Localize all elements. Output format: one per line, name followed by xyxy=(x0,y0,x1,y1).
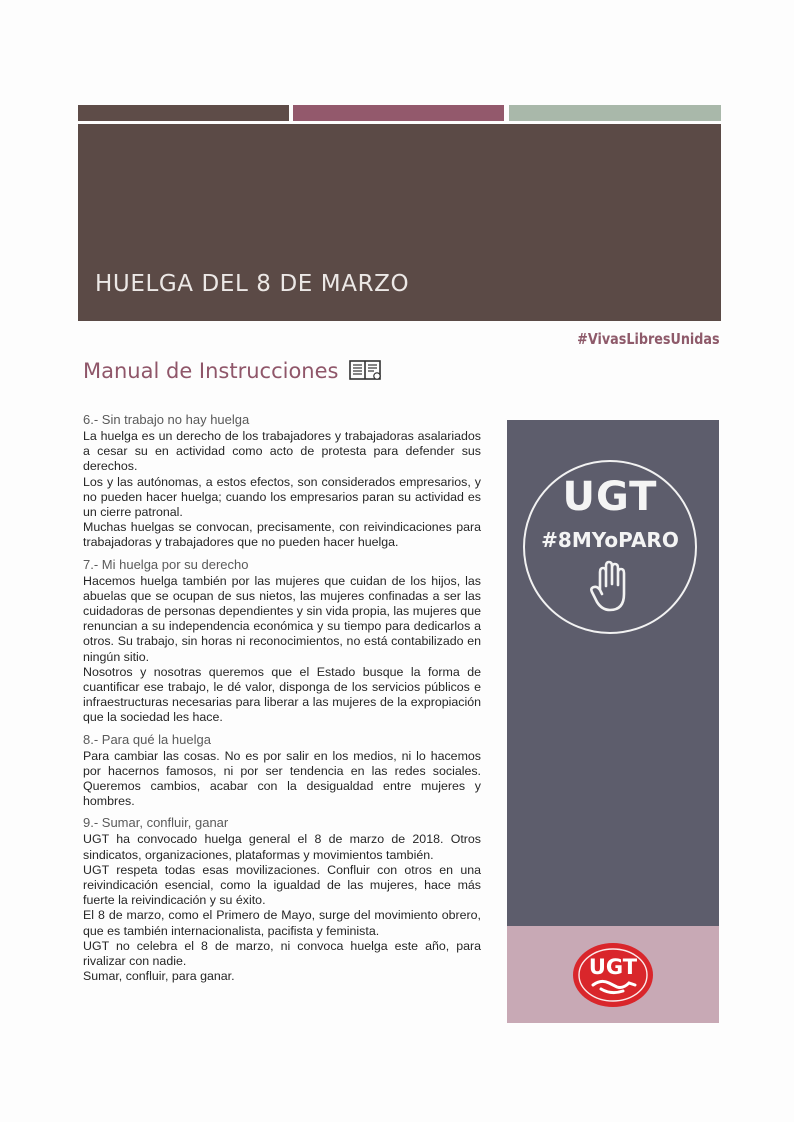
manual-title xyxy=(83,359,383,386)
paragraph: Hacemos huelga también por las mujeres que cuidan de los hijos, las abuelas que se ocupan de sus nietos, las mujeres confinadas a ser las cuidadoras de personas dependientes y sin vida propia, las mujeres que renuncian a su independencia económica y su tiempo para dedicarlos a otros. Su trabajo, sin horas ni reconocimientos, no está contabilizado en ningún sitio. xyxy=(83,573,481,664)
page-title: HUELGA DEL 8 DE MARZO xyxy=(95,271,410,297)
ugt-logo-text: UGT xyxy=(588,955,638,979)
paragraph: La huelga es un derecho de los trabajadores y trabajadoras asalariados a cesar su en actividad como acto de protesta para defender sus derechos. xyxy=(83,429,481,474)
section-9 xyxy=(83,815,481,984)
sidebar-panel xyxy=(507,420,719,1023)
campaign-badge xyxy=(523,460,697,634)
hand-icon xyxy=(590,560,634,619)
paragraph: UGT ha convocado huelga general el 8 de marzo de 2018. Otros sindicatos, organizaciones, plataformas y movimientos también. xyxy=(83,832,481,862)
manual-title-text: Manual de Instrucciones xyxy=(83,359,339,383)
paragraph: Nosotros y nosotras queremos que el Estado busque la forma de cuantificar ese trabajo, le dé valor, disponga de los servicios públicos e infraestructuras necesarias para liberar a las mujeres de la expropiación que la sociedad les hace. xyxy=(83,664,481,725)
section-7 xyxy=(83,557,481,726)
sidebar-logo-band xyxy=(507,926,719,1023)
section-heading: 7.- Mi huelga por su derecho xyxy=(83,556,249,572)
hashtag: #VivasLibresUnidas xyxy=(577,330,720,348)
paragraph: UGT no celebra el 8 de marzo, ni convoca huelga este año, para rivalizar con nadie. xyxy=(83,938,481,969)
paragraph: El 8 de marzo, como el Primero de Mayo, surge del movimiento obrero, que es también internacionalista, pacifista y feminista. xyxy=(83,908,481,938)
ugt-logo xyxy=(571,941,655,1014)
header-stripe-sage xyxy=(509,105,721,121)
section-heading: 6.- Sin trabajo no hay huelga xyxy=(83,412,250,427)
section-heading: 9.- Sumar, confluir, ganar xyxy=(83,815,229,831)
header-stripe-brown xyxy=(78,105,289,121)
title-banner xyxy=(78,124,721,321)
section-6 xyxy=(83,412,481,551)
badge-hashtag: #8MYoPARO xyxy=(541,528,679,552)
badge-title: UGT xyxy=(562,474,658,520)
paragraph: Muchas huelgas se convocan, precisamente, con reivindicaciones para trabajadoras y trabajadores que no pueden hacer huelga. xyxy=(83,520,481,550)
header-stripe-mauve xyxy=(293,105,504,121)
content-column xyxy=(83,412,481,991)
paragraph: Los y las autónomas, a estos efectos, son considerados empresarios, y no pueden hacer huelga; cuando los empresarios paran su actividad es un cierre patronal. xyxy=(83,474,481,520)
paragraph: Para cambiar las cosas. No es por salir en los medios, ni lo hacemos por hacernos famosos, ni por ser tendencia en las redes sociales. Queremos cambios, acabar con la desigualdad entre mujeres y hombres. xyxy=(83,748,481,809)
paragraph: Sumar, confluir, para ganar. xyxy=(83,969,235,984)
section-8 xyxy=(83,732,481,810)
section-heading: 8.- Para qué la huelga xyxy=(83,731,211,747)
book-icon xyxy=(349,359,383,386)
paragraph: UGT respeta todas esas movilizaciones. Confluir con otros en una reivindicación esencial, como la igualdad de las mujeres, hace más fuerte la reivindicación y su éxito. xyxy=(83,862,481,908)
